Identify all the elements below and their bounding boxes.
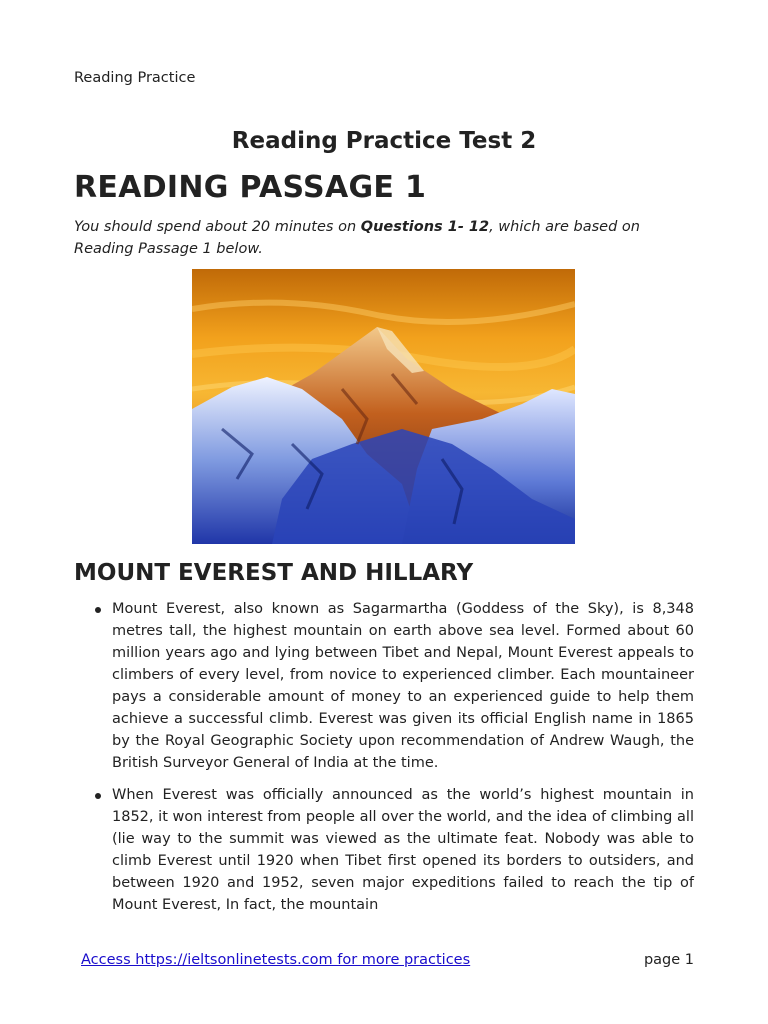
paragraph-text: Mount Everest, also known as Sagarmartha (Goddess of the Sky), is 8,348 metres tall, the highest mountain on earth above sea level. Formed about 60 million years ago and lying between Tibet and Nepal, Mount Everest appeals to climbers of every level, from novice to experienced climber. Each mountaineer pays a considerable amount of money to an experienced guide to help them achieve a successful climb. Everest was given its official English name in 1865 by the Royal Geographic Society upon recommendation of Andrew Waugh, the British Surveyor General of India at the time.: [112, 601, 694, 771]
footer-link[interactable]: Access https://ieltsonlinetests.com for more practices: [81, 952, 471, 968]
passage-bullet-list: [74, 598, 694, 926]
passage-title: READING PASSAGE 1: [74, 170, 427, 205]
instructions-text-end: , which are based on Reading Passage 1 below.: [74, 219, 640, 257]
bullet-icon: [95, 793, 101, 799]
instructions: [74, 216, 674, 260]
instructions-text: You should spend about 20 minutes on: [74, 219, 361, 235]
running-header: Reading Practice: [74, 70, 196, 86]
test-title: Reading Practice Test 2: [231, 128, 537, 154]
passage-paragraph: [74, 598, 694, 774]
page-number: page 1: [643, 952, 694, 968]
mount-everest-photo: [192, 269, 575, 544]
questions-range: Questions 1- 12: [360, 219, 490, 235]
paragraph-text: When Everest was officially announced as the world’s highest mountain in 1852, it won interest from people all over the world, and the idea of climbing all (lie way to the summit was viewed as the ultimate feat. Nobody was able to climb Everest until 1920 when Tibet first opened its borders to outsiders, and between 1920 and 1952, seven major expeditions failed to reach the tip of Mount Everest, In fact, the mountain: [112, 787, 694, 913]
passage-paragraph: [74, 784, 694, 916]
section-title: MOUNT EVEREST AND HILLARY: [74, 560, 474, 586]
bullet-icon: [95, 607, 101, 613]
